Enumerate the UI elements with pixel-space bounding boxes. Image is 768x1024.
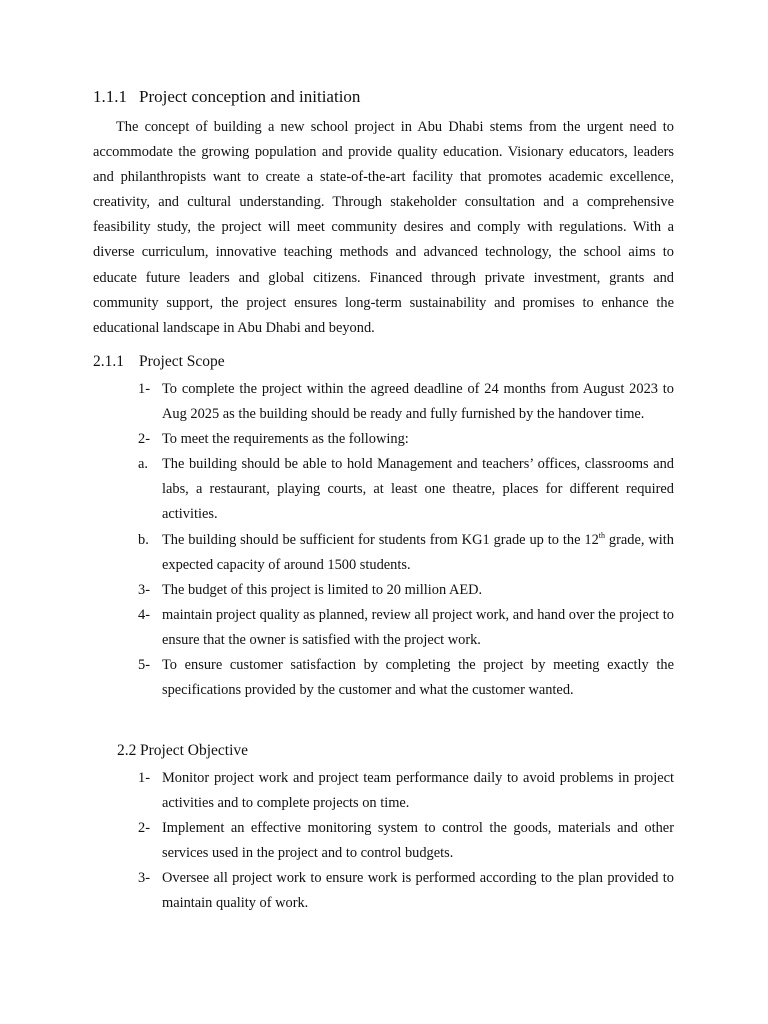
list-item xyxy=(138,427,674,452)
section-heading-conception xyxy=(93,86,360,108)
list-item xyxy=(138,653,674,703)
list-marker: 3- xyxy=(138,581,150,598)
list-item-text xyxy=(162,528,674,578)
section-title: Project conception and initiation xyxy=(139,87,361,106)
list-item xyxy=(138,578,674,603)
list-item xyxy=(138,452,674,527)
list-item xyxy=(138,528,674,578)
list-item xyxy=(138,766,674,816)
list-item-text: Oversee all project work to ensure work is performed according to the plan provided to maintain quality of work. xyxy=(162,870,674,912)
list-item xyxy=(138,866,674,916)
list-marker: 2- xyxy=(138,820,150,837)
list-item-text: Monitor project work and project team performance daily to avoid problems in project activities and to complete projects on time. xyxy=(162,770,674,812)
scope-list xyxy=(138,377,674,703)
list-marker: b. xyxy=(138,531,149,548)
list-marker: 2- xyxy=(138,431,150,448)
list-item-text: To ensure customer satisfaction by completing the project by meeting exactly the specifications provided by the customer and what the customer wanted. xyxy=(162,657,674,699)
ordinal-superscript: th xyxy=(598,530,606,540)
section-number: 1.1.1 xyxy=(93,87,127,106)
text-part: The building should be sufficient for students from KG1 grade up to the 12 xyxy=(162,531,599,548)
list-item xyxy=(138,377,674,427)
list-marker: 3- xyxy=(138,870,150,887)
conception-paragraph: The concept of building a new school project in Abu Dhabi stems from the urgent need to accommodate the growing population and provide quality education. Visionary educators, leaders and philanthropists want to create a state-of-the-art facility that promotes academic excellence, creativity, and cultural understanding. Through stakeholder consultation and a comprehensive feasibility study, the project will meet community desires and comply with regulations. With a diverse curriculum, innovative teaching methods and advanced technology, the school aims to educate future leaders and global citizens. Financed through private investment, grants and community support, the project ensures long-term sustainability and promises to enhance the educational landscape in Abu Dhabi and beyond. xyxy=(93,119,674,336)
list-item-text: Implement an effective monitoring system to control the goods, materials and other services used in the project and to control budgets. xyxy=(162,820,674,862)
list-item-text: The building should be able to hold Management and teachers’ offices, classrooms and labs, a restaurant, playing courts, at least one theatre, places for different required activities. xyxy=(162,456,674,523)
list-marker: 5- xyxy=(138,657,150,674)
list-item xyxy=(138,603,674,653)
list-item-text: The budget of this project is limited to 20 million AED. xyxy=(162,581,483,598)
section-number: 2.1.1 xyxy=(93,353,124,370)
section-title: Project Objective xyxy=(140,742,249,759)
section-heading-scope xyxy=(93,352,225,372)
list-marker: 1- xyxy=(138,381,150,397)
list-item-text: To meet the requirements as the following: xyxy=(162,431,409,448)
list-marker: 4- xyxy=(138,606,150,623)
list-item-text: maintain project quality as planned, review all project work, and hand over the project to ensure that the owner is satisfied with the project work. xyxy=(162,606,674,648)
list-item-text: To complete the project within the agreed deadline of 24 months from August 2023 to Aug 2025 as the building should be ready and fully furnished by the handover time. xyxy=(162,381,674,423)
list-marker: 1- xyxy=(138,770,150,786)
text-part: grade, with expected capacity of around 1500 students. xyxy=(162,531,674,573)
section-number: 2.2 xyxy=(117,742,137,759)
list-marker: a. xyxy=(138,456,148,473)
list-item xyxy=(138,816,674,866)
section-title: Project Scope xyxy=(139,353,225,370)
objective-list xyxy=(138,766,674,917)
section-heading-objective xyxy=(117,741,248,761)
